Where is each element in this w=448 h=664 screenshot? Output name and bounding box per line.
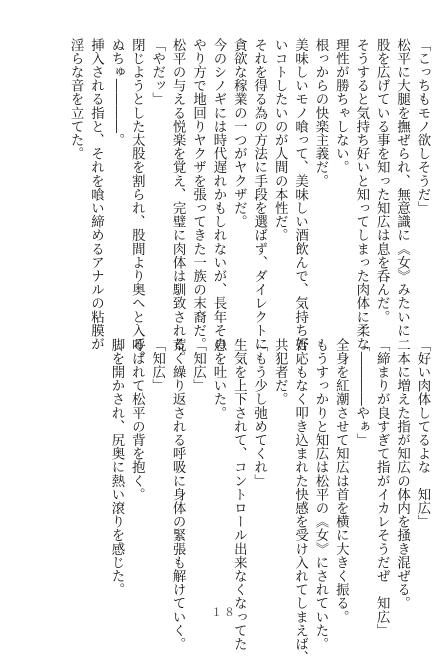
text-line: ぬちゅ――――。 bbox=[108, 38, 124, 147]
text-line: 挿入される指と、それを喰い締めるアナルの粘膜が bbox=[88, 38, 104, 351]
text-line: 「もう少し弛めてくれ」 bbox=[251, 338, 267, 488]
text-line: 荒く繰り返される呼吸に身体の緊張も解けていく。 bbox=[170, 338, 186, 651]
text-line: 貪欲な稼業の一つがヤクザだ。 bbox=[231, 38, 247, 229]
text-line: 「知広」 bbox=[190, 338, 206, 393]
text-line: 閉じようとした太股を割られ、股間より奥へと入る。 bbox=[129, 38, 145, 365]
text-line: 二本に増えた指が知広の体内を掻き混ぜる。 bbox=[394, 338, 410, 610]
text-line: やり方で地回りヤクザを張ってきた一族の末裔だ。 bbox=[190, 38, 206, 351]
text-line: 呼ばれて松平の背を抱く。 bbox=[129, 338, 145, 502]
text-line: 松平の与える悦楽を覚え、完璧に肉体は馴致される。 bbox=[170, 38, 186, 365]
text-line: 脚を開かされ、尻奥に熱い滾りを感じた。 bbox=[108, 338, 124, 597]
text-line: 今のシノギには時代遅れかもしれないが、長年その bbox=[210, 38, 226, 351]
page-number: １８ bbox=[211, 606, 237, 619]
text-line: 「締まりが良すぎて指がイカレそうだぜ 知広」 bbox=[374, 338, 390, 638]
text-line: 全身を紅潮させて知広は首を横に大きく振る。 bbox=[333, 338, 349, 624]
text-line: 「こっちもモノ欲しそうだ」 bbox=[415, 38, 430, 215]
text-line: 股を広げている事を知った知広は息を呑んだ。 bbox=[374, 38, 390, 324]
text-line: そうすると気持ち好いと知ってしまった肉体に柔な bbox=[353, 38, 369, 351]
text-line: 根っからの快楽主義だ。 bbox=[312, 38, 328, 188]
text-line: いコトしたいのが人間の本性だ。 bbox=[272, 38, 288, 242]
text-line: 松平に大腿を撫ぜられ、無意識に《女》みたいに bbox=[394, 38, 410, 338]
text-line: 「知広」 bbox=[149, 338, 165, 393]
text-line: 否応もなく叩き込まれた快感を受け入れてしまえば、 bbox=[292, 338, 308, 664]
text-line: 共犯者だ。 bbox=[272, 338, 288, 406]
text-line: 息を吐いた。 bbox=[210, 338, 226, 420]
text-line: 「――――やぁ」 bbox=[353, 338, 369, 447]
text-line: 淫らな音を立てた。 bbox=[68, 38, 84, 161]
text-line: 「好い肉体してるよな 知広」 bbox=[415, 338, 430, 529]
text-line: それを得る為の方法に手段を選ばず、ダイレクトに bbox=[251, 38, 267, 351]
text-line: 美味しいモノ喰って、美味しい酒飲んで、気持ち好 bbox=[292, 38, 308, 351]
text-line: 「やだッ」 bbox=[149, 38, 165, 106]
text-line: 生気を上下されて、コントロール出来なくなってた bbox=[231, 338, 247, 651]
text-line: 理性が勝ちゃしない。 bbox=[333, 38, 349, 174]
top-text-block bbox=[52, 38, 432, 365]
text-line: もうすっかりと知広は松平の《女》にされていた。 bbox=[312, 338, 328, 651]
